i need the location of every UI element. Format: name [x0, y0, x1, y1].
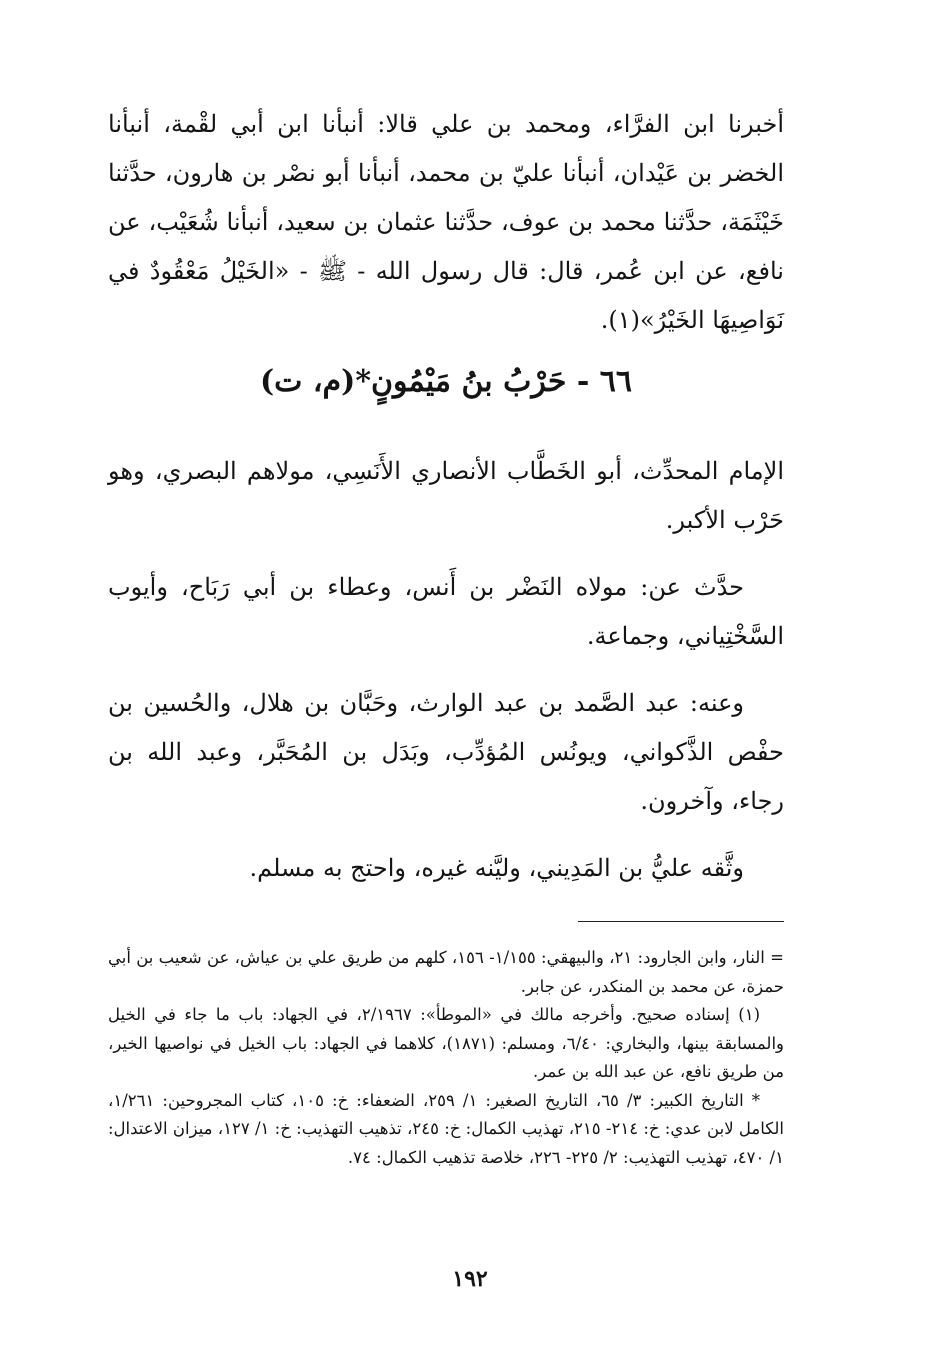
- footnote-sources: * التاريخ الكبير: ٣/ ٦٥، التاريخ الصغير: ١/ ٢٥٩، الضعفاء: خ: ١٠٥، كتاب المجروحين: ١/٢٦١، الكامل لابن عدي: خ: ٢١٤- ٢١٥، تهذيب الكمال: خ: ٢٤٥، تذهيب التهذيب: خ: ١/ ١٢٧، ميزان الاعتدال: ١/ ٤٧٠، تهذيب التهذيب: ٢/ ٢٢٥- ٢٢٦، خلاصة تذهيب الكمال: ٧٤.: [108, 1090, 784, 1167]
- opening-paragraph: أخبرنا ابن الفرَّاء، ومحمد بن علي قالا: أنبأنا ابن أبي لقْمة، أنبأنا الخضر بن عَيْدان، أنبأنا عليّ بن محمد، أنبأنا أبو نصْر بن هارون، حدَّثنا خَيْثَمَة، حدَّثنا محمد بن عوف، حدَّثنا عثمان بن سعيد، أنبأنا شُعَيْب، عن نافع، عن ابن عُمر، قال: قال رسول الله - ﷺ - «الخَيْلُ مَعْقُودٌ في نَوَاصِيهَا الخَيْرُ»(١).: [108, 110, 785, 334]
- biography-heading: ٦٦ - حَرْبُ بنُ مَيْمُونٍ*(م، ت): [259, 364, 632, 399]
- page-body: [108, 100, 784, 1172]
- reliability-paragraph: وثَّقه عليُّ بن المَدِيني، وليَّنه غيره، واحتج به مسلم.: [249, 854, 744, 882]
- footnotes: [108, 944, 784, 1172]
- narrators-paragraph: وعنه: عبد الصَّمد بن عبد الوارث، وحَبَّان بن هلال، والحُسين بن حفْص الذَّكواني، ويونُس المُؤدِّب، وبَدَل بن المُحَبَّر، وعبد الله بن رجاء، وآخرون.: [108, 689, 784, 815]
- footnote-continuation: = النار، وابن الجارود: ٢١، والبيهقي: ١/١٥٥- ١٥٦، كلهم من طريق علي بن عياش، عن شعيب بن أبي حمزة، عن محمد بن المنكدر، عن جابر.: [108, 948, 784, 996]
- biography-intro: الإمام المحدِّث، أبو الخَطَّاب الأنصاري الأَنَسِي، مولاهم البصري، وهو حَرْب الأكبر.: [108, 457, 784, 534]
- narrated-from-paragraph: حدَّث عن: مولاه النَضْر بن أَنس، وعطاء بن أبي رَبَاح، وأيوب السَّخْتِياني، وجماعة.: [108, 573, 784, 650]
- footnote-1: (١) إسناده صحيح. وأخرجه مالك في «الموطأ»: ٢/١٩٦٧، في الجهاد: باب ما جاء في الخيل والمسابقة بينها، والبخاري: ٦/٤٠، ومسلم: (١٨٧١)، كلاهما في الجهاد: باب الخيل في نواصيها الخير، من طريق نافع، عن عبد الله بن عمر.: [108, 1005, 785, 1081]
- footnote-divider: [578, 921, 784, 922]
- page-number: ١٩٢: [452, 1266, 488, 1292]
